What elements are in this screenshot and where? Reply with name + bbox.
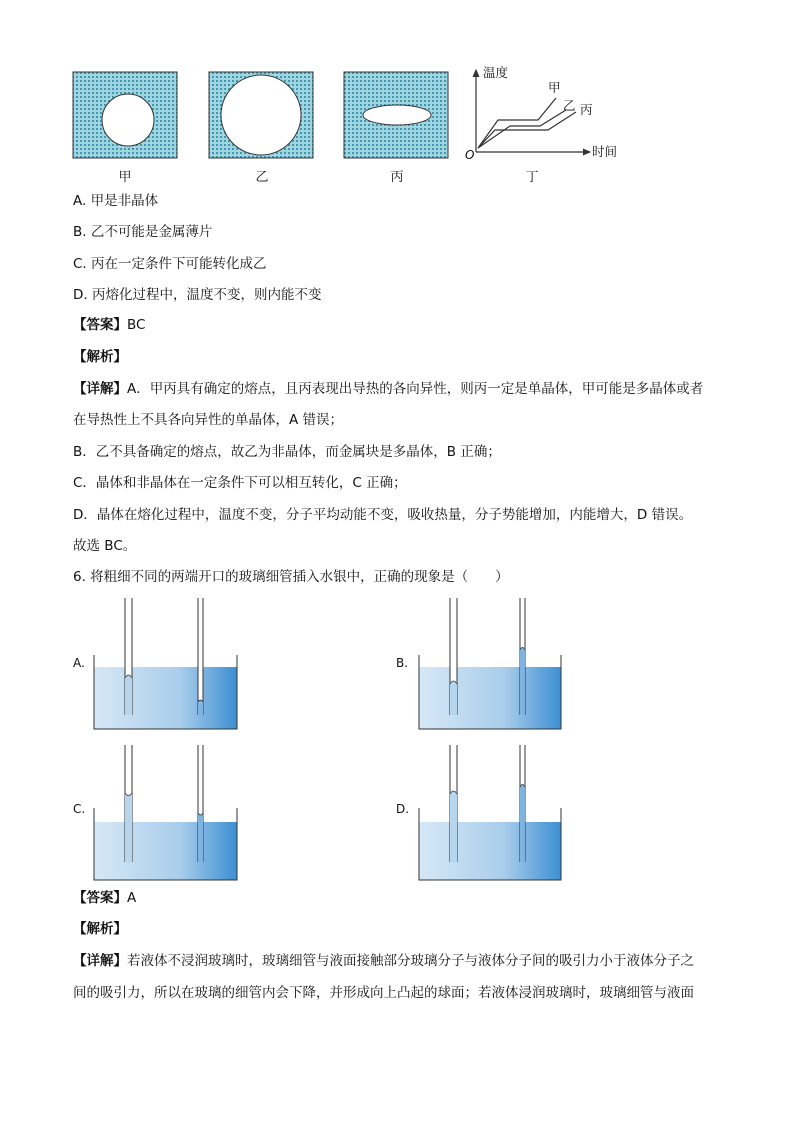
graph-origin-label: O bbox=[465, 148, 475, 162]
option-d-diagram bbox=[419, 745, 561, 880]
q5-detail-line4: C．晶体和非晶体在一定条件下可以相互转化，C 正确； bbox=[73, 475, 407, 491]
q5-analysis-label: 【解析】 bbox=[73, 349, 127, 365]
q5-answer bbox=[73, 315, 145, 335]
option-c-diagram bbox=[94, 745, 237, 880]
answer-text: BC bbox=[127, 317, 146, 333]
q6-option-a-letter: A. bbox=[73, 656, 85, 670]
option-b-diagram bbox=[419, 598, 561, 729]
q5-detail-line6: 故选 BC。 bbox=[73, 538, 137, 554]
q5-detail-line3: B．乙不具备确定的熔点，故乙为非晶体，而金属块是多晶体，B 正确； bbox=[73, 444, 501, 460]
q6-detail-line1 bbox=[73, 951, 694, 971]
panel-yi bbox=[209, 72, 313, 158]
mercury-tube-figure bbox=[0, 590, 794, 890]
graph-x-label: 时间 bbox=[592, 144, 618, 159]
graph-y-label: 温度 bbox=[483, 65, 509, 80]
detail-bracket: 【详解】 bbox=[73, 381, 127, 397]
melt-region-jia bbox=[102, 94, 154, 146]
panel-label-bing: 丙 bbox=[390, 170, 404, 185]
q6-answer bbox=[73, 888, 136, 908]
option-a-diagram bbox=[94, 598, 237, 729]
detail-text: 若液体不浸润玻璃时，玻璃细管与液面接触部分玻璃分子与液体分子间的吸引力小于液体分子之 bbox=[127, 953, 694, 969]
q5-option-c: C. 丙在一定条件下可能转化成乙 bbox=[73, 256, 267, 272]
melt-region-yi bbox=[221, 75, 301, 155]
q6-analysis-label: 【解析】 bbox=[73, 921, 127, 937]
curve-label-bing: 丙 bbox=[580, 102, 593, 117]
answer-bracket: 【答案】 bbox=[73, 317, 127, 333]
question-6: 6. 将粗细不同的两端开口的玻璃细管插入水银中，正确的现象是（ ） bbox=[73, 569, 509, 585]
curve-bing bbox=[478, 112, 576, 148]
melt-region-bing bbox=[363, 105, 431, 125]
panel-label-ding: 丁 bbox=[525, 170, 539, 185]
q5-option-a: A. 甲是非晶体 bbox=[73, 193, 159, 209]
q5-option-d: D. 丙熔化过程中，温度不变，则内能不变 bbox=[73, 287, 322, 303]
curve-label-yi: 乙 bbox=[563, 98, 576, 113]
q6-detail-line2: 间的吸引力，所以在玻璃的细管内会下降，并形成向上凸起的球面；若液体浸润玻璃时，玻璃细管与液面 bbox=[73, 985, 694, 1001]
panel-bing bbox=[344, 72, 448, 158]
q6-option-d-letter: D. bbox=[396, 802, 410, 816]
q6-option-b-letter: B. bbox=[396, 656, 409, 670]
q5-detail-line2: 在导热性上不具各向异性的单晶体，A 错误； bbox=[73, 412, 344, 428]
panel-label-yi: 乙 bbox=[255, 170, 269, 185]
curve-label-jia: 甲 bbox=[548, 80, 561, 95]
panel-label-jia: 甲 bbox=[118, 170, 132, 185]
q5-option-b: B. 乙不可能是金属薄片 bbox=[73, 224, 213, 240]
answer-text: A bbox=[127, 890, 137, 906]
detail-bracket: 【详解】 bbox=[73, 953, 127, 969]
detail-text: A．甲丙具有确定的熔点，且丙表现出导热的各向异性，则丙一定是单晶体，甲可能是多晶体或者 bbox=[127, 381, 704, 397]
answer-bracket: 【答案】 bbox=[73, 890, 127, 906]
panel-jia bbox=[73, 72, 177, 158]
q5-detail-line1 bbox=[73, 379, 703, 399]
q5-detail-line5: D．晶体在熔化过程中，温度不变，分子平均动能不变，吸收热量，分子势能增加，内能增大，D 错误。 bbox=[73, 507, 693, 523]
q6-option-c-letter: C. bbox=[73, 802, 86, 816]
